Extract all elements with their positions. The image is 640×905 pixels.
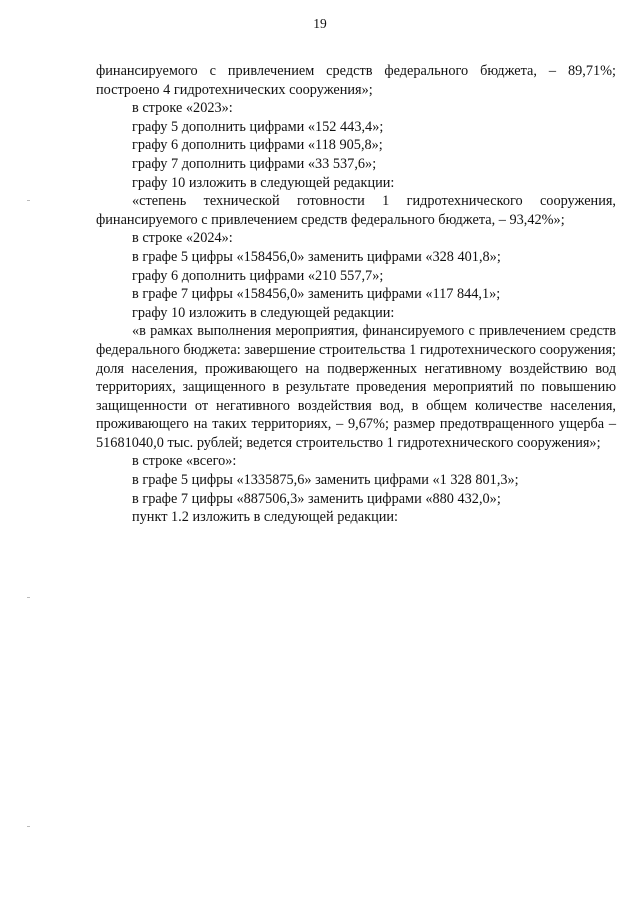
scan-mark: [27, 200, 30, 201]
document-body: [96, 62, 616, 527]
paragraph-9: в графе 5 цифры «158456,0» заменить цифрами «328 401,8»;: [132, 248, 501, 265]
paragraph-14: в строке «всего»:: [132, 453, 237, 470]
paragraph-16: в графе 7 цифры «887506,3» заменить цифрами «880 432,0»;: [132, 490, 501, 507]
paragraph-2: в строке «2023»:: [132, 100, 233, 117]
paragraph-11: в графе 7 цифры «158456,0» заменить цифрами «117 844,1»;: [132, 286, 501, 303]
paragraph-1: финансируемого с привлечением средств федерального бюджета, – 89,71%; построено 4 гидротехнических сооружения»;: [96, 63, 616, 98]
paragraph-8: в строке «2024»:: [132, 230, 233, 247]
paragraph-6: графу 10 изложить в следующей редакции:: [132, 174, 395, 191]
paragraph-7: «степень технической готовности 1 гидротехнического сооружения, финансируемого с привлечением средств федерального бюджета, – 93,42%»;: [96, 193, 616, 228]
scan-mark: [27, 826, 30, 827]
paragraph-3: графу 5 дополнить цифрами «152 443,4»;: [132, 118, 384, 135]
scan-mark: [27, 597, 30, 598]
paragraph-5: графу 7 дополнить цифрами «33 537,6»;: [132, 155, 377, 172]
paragraph-12: графу 10 изложить в следующей редакции:: [132, 304, 395, 321]
page-number: 19: [313, 16, 327, 31]
paragraph-10: графу 6 дополнить цифрами «210 557,7»;: [132, 267, 384, 284]
paragraph-17: пункт 1.2 изложить в следующей редакции:: [132, 509, 399, 526]
paragraph-15: в графе 5 цифры «1335875,6» заменить цифрами «1 328 801,3»;: [132, 472, 519, 489]
paragraph-13: «в рамках выполнения мероприятия, финансируемого с привлечением средств федерального бюджета: завершение строительства 1 гидротехнического сооружения; доля населения, проживающего на подверженных негативному воздействию вод территориях, защищенного в результате проведения мероприятий по повышению защищенности от негативного воздействия вод, в общем количестве населения, проживающего на таких территориях, – 9,67%; размер предотвращенного ущерба – 51681040,0 тыс. рублей; ведется строительство 1 гидротехнического сооружения»;: [96, 323, 616, 451]
paragraph-4: графу 6 дополнить цифрами «118 905,8»;: [132, 137, 383, 154]
